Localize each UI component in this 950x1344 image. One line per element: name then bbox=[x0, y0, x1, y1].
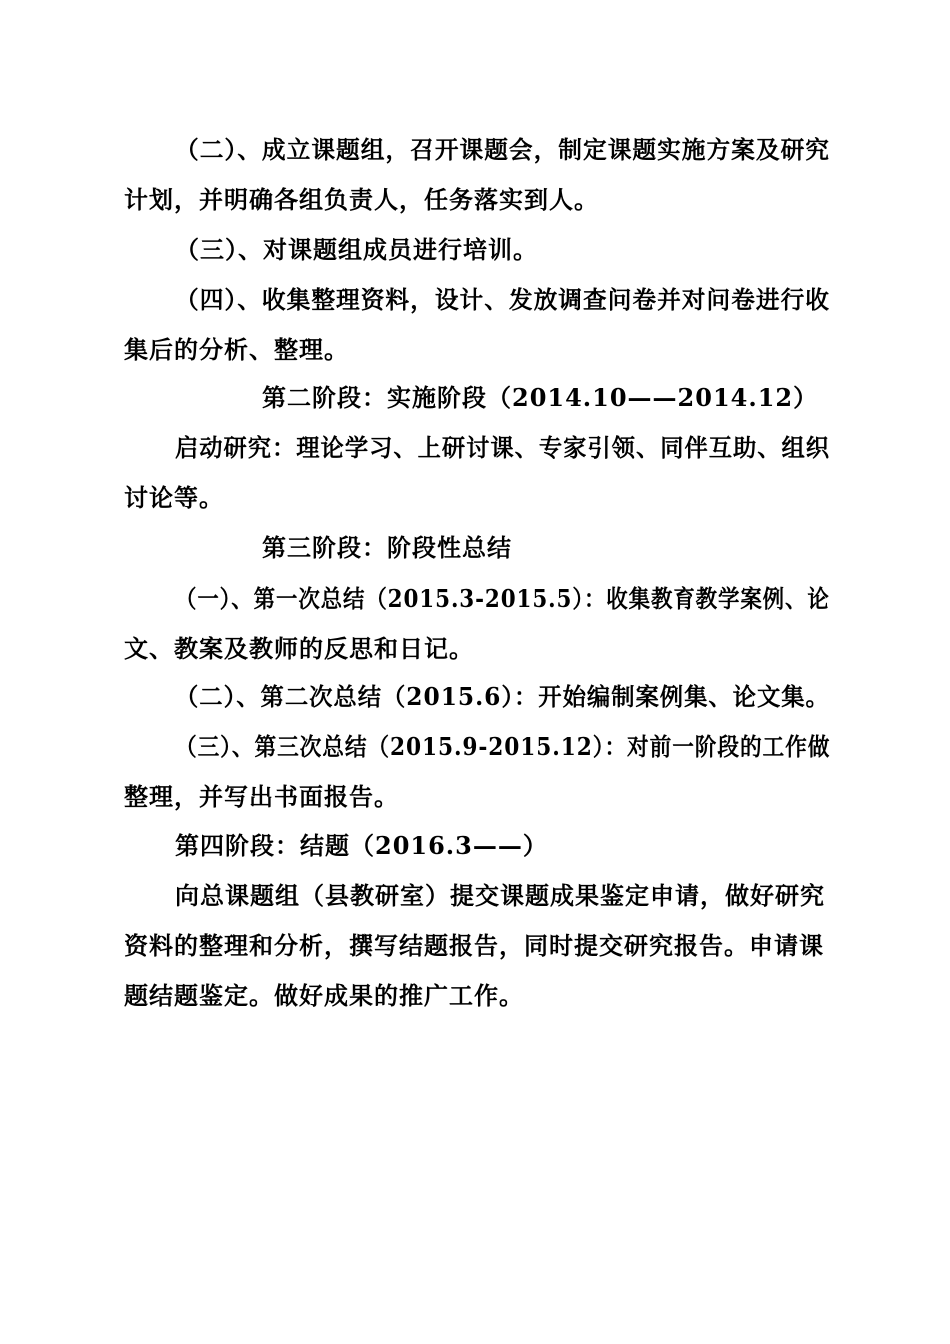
summary-3-line-2: 整理，并写出书面报告。 bbox=[124, 782, 399, 811]
stage-2-heading: 第二阶段：实施阶段（2014.10——2014.12） bbox=[262, 383, 819, 412]
stage-3-heading: 第三阶段：阶段性总结 bbox=[262, 533, 512, 562]
paragraph-2-line-1: （二）、成立课题组，召开课题会，制定课题实施方案及研究 bbox=[175, 135, 830, 164]
stage-4-text-line-2: 资料的整理和分析，撰写结题报告，同时提交研究报告。申请课 bbox=[124, 931, 824, 960]
stage-2-text-line-1: 启动研究：理论学习、上研讨课、专家引领、同伴互助、组织 bbox=[175, 433, 831, 462]
paragraph-4-line-1: （四）、收集整理资料，设计、发放调查问卷并对问卷进行收 bbox=[175, 285, 830, 314]
paragraph-2-line-2: 计划，并明确各组负责人，任务落实到人。 bbox=[124, 185, 599, 214]
summary-3-line-1: （三）、第三次总结（2015.9-2015.12）：对前一阶段的工作做 bbox=[175, 732, 831, 761]
stage-4-text-line-1: 向总课题组（县教研室）提交课题成果鉴定申请，做好研究 bbox=[175, 881, 825, 910]
stage-4-heading: 第四阶段：结题（2016.3——） bbox=[175, 831, 548, 860]
summary-2: （二）、第二次总结（2015.6）：开始编制案例集、论文集。 bbox=[175, 682, 830, 711]
stage-2-text-line-2: 讨论等。 bbox=[124, 483, 224, 512]
paragraph-3: （三）、对课题组成员进行培训。 bbox=[175, 235, 538, 264]
paragraph-4-line-2: 集后的分析、整理。 bbox=[124, 335, 349, 364]
summary-1-line-1: （一）、第一次总结（2015.3-2015.5）：收集教育教学案例、论 bbox=[175, 584, 830, 613]
stage-4-text-line-3: 题结题鉴定。做好成果的推广工作。 bbox=[124, 981, 524, 1010]
summary-1-line-2: 文、教案及教师的反思和日记。 bbox=[124, 634, 474, 663]
